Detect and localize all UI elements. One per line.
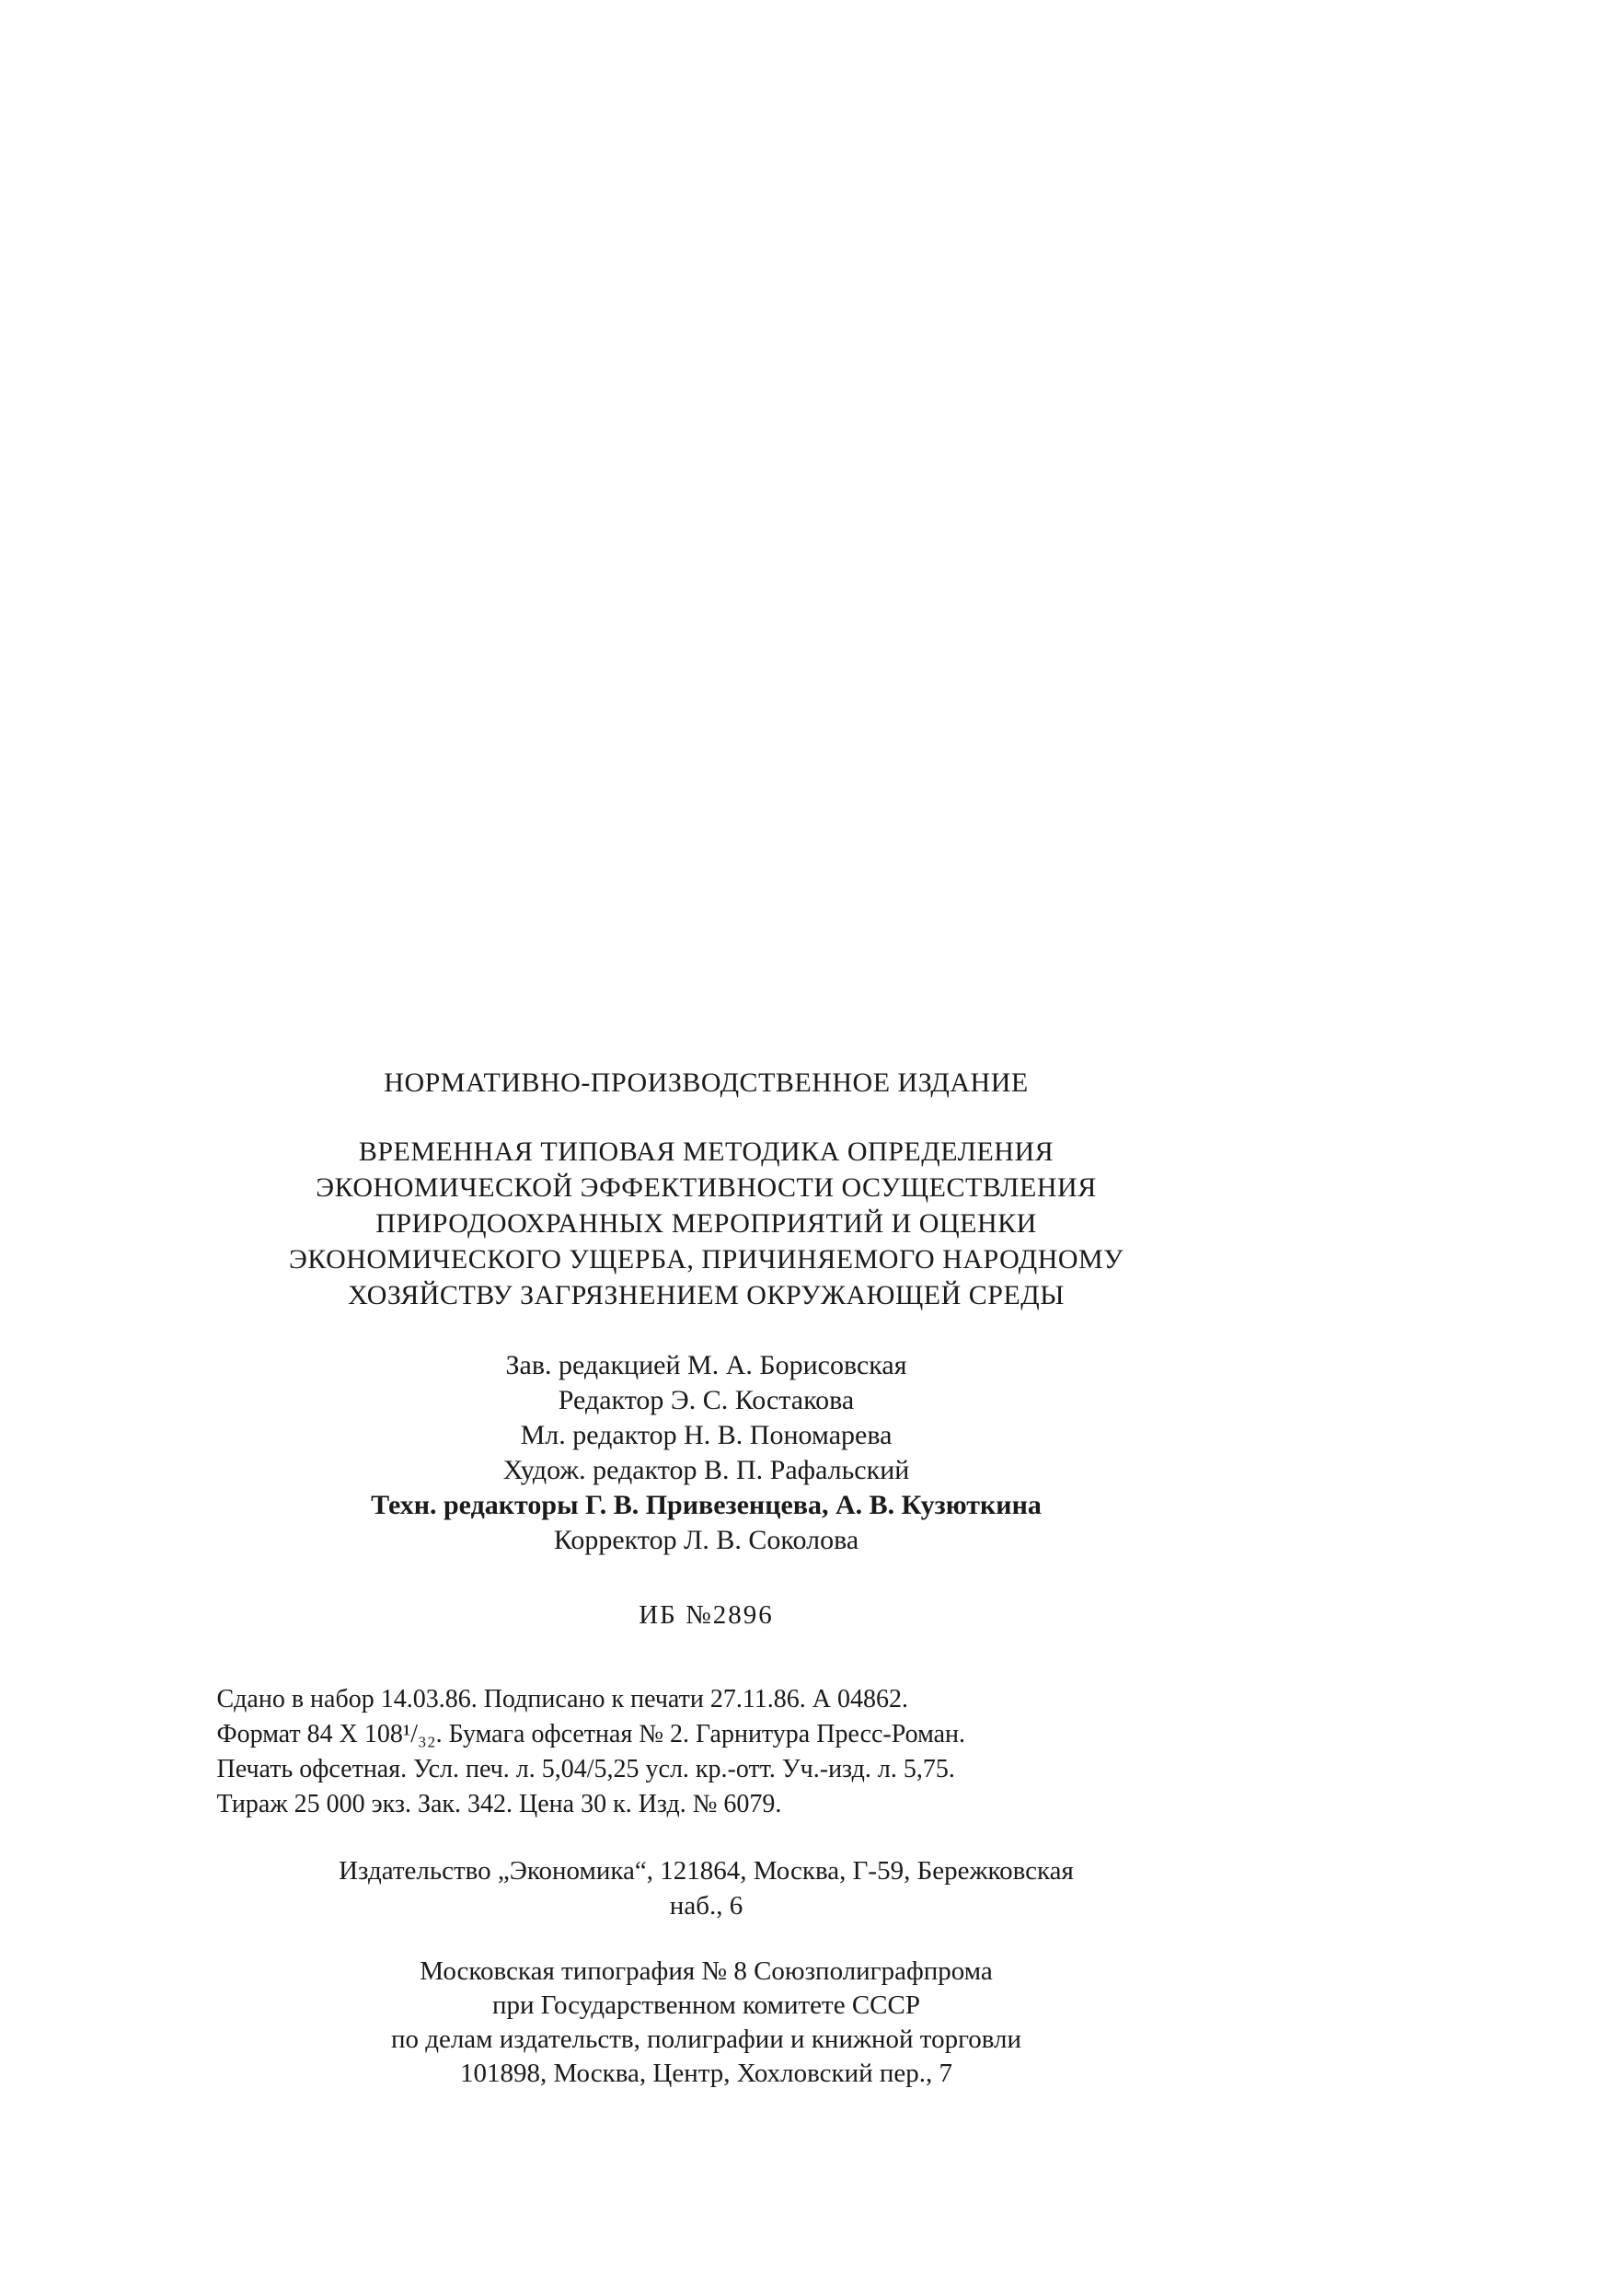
publisher-line: наб., 6 [669, 1891, 743, 1921]
printer-line: Московская типография № 8 Союзполиграфпрома [420, 1956, 993, 1986]
staff-line: Мл. редактор Н. В. Пономарева [520, 1420, 893, 1450]
technical-line: Тираж 25 000 экз. Зак. 342. Цена 30 к. Изд. № 6079. [216, 1790, 782, 1818]
technical-line: Печать офсетная. Усл. печ. л. 5,04/5,25 усл. кр.-отт. Уч.-изд. л. 5,75. [216, 1755, 955, 1783]
title-line: ЭКОНОМИЧЕСКОЙ ЭФФЕКТИВНОСТИ ОСУЩЕСТВЛЕНИЯ [316, 1172, 1097, 1203]
staff-line: Корректор Л. В. Соколова [553, 1525, 859, 1555]
staff-line: Зав. редакцией М. А. Борисовская [505, 1350, 907, 1380]
technical-line: Формат 84 X 108¹/₃₂. Бумага офсетная № 2. Гарнитура Пресс-Роман. [216, 1720, 966, 1748]
printer-info [0, 1955, 1412, 2091]
book-title [0, 1134, 1412, 1313]
title-line: ЭКОНОМИЧЕСКОГО УЩЕРБА, ПРИЧИНЯЕМОГО НАРОДНОМУ [289, 1244, 1123, 1275]
staff-line: Редактор Э. С. Костакова [558, 1385, 855, 1415]
staff-line-tech-editors: Техн. редакторы Г. В. Привезенцева, А. В. Кузюткина [371, 1490, 1042, 1520]
series-heading: НОРМАТИВНО-ПРОИЗВОДСТВЕННОЕ ИЗДАНИЕ [384, 1067, 1029, 1098]
publisher-info [0, 1853, 1412, 1923]
title-line: ВРЕМЕННАЯ ТИПОВАЯ МЕТОДИКА ОПРЕДЕЛЕНИЯ [358, 1136, 1054, 1167]
imprint-block [0, 1067, 1412, 2091]
technical-details [217, 1682, 1192, 1822]
ib-number: ИБ №2896 [639, 1600, 774, 1630]
staff-line: Худож. редактор В. П. Рафальский [502, 1455, 910, 1485]
title-line: ХОЗЯЙСТВУ ЗАГРЯЗНЕНИЕМ ОКРУЖАЮЩЕЙ СРЕДЫ [348, 1280, 1065, 1310]
printer-line: при Государственном комитете СССР [492, 1990, 920, 2020]
printer-line: 101898, Москва, Центр, Хохловский пер., 7 [459, 2059, 953, 2088]
technical-line: Сдано в набор 14.03.86. Подписано к печати 27.11.86. А 04862. [216, 1685, 909, 1713]
publisher-line: Издательство „Экономика“, 121864, Москва, Г-59, Бережковская [339, 1856, 1074, 1886]
printer-line: по делам издательств, полиграфии и книжной торговли [390, 2025, 1022, 2054]
title-line: ПРИРОДООХРАННЫХ МЕРОПРИЯТИЙ И ОЦЕНКИ [375, 1208, 1037, 1239]
editorial-staff [0, 1348, 1412, 1558]
